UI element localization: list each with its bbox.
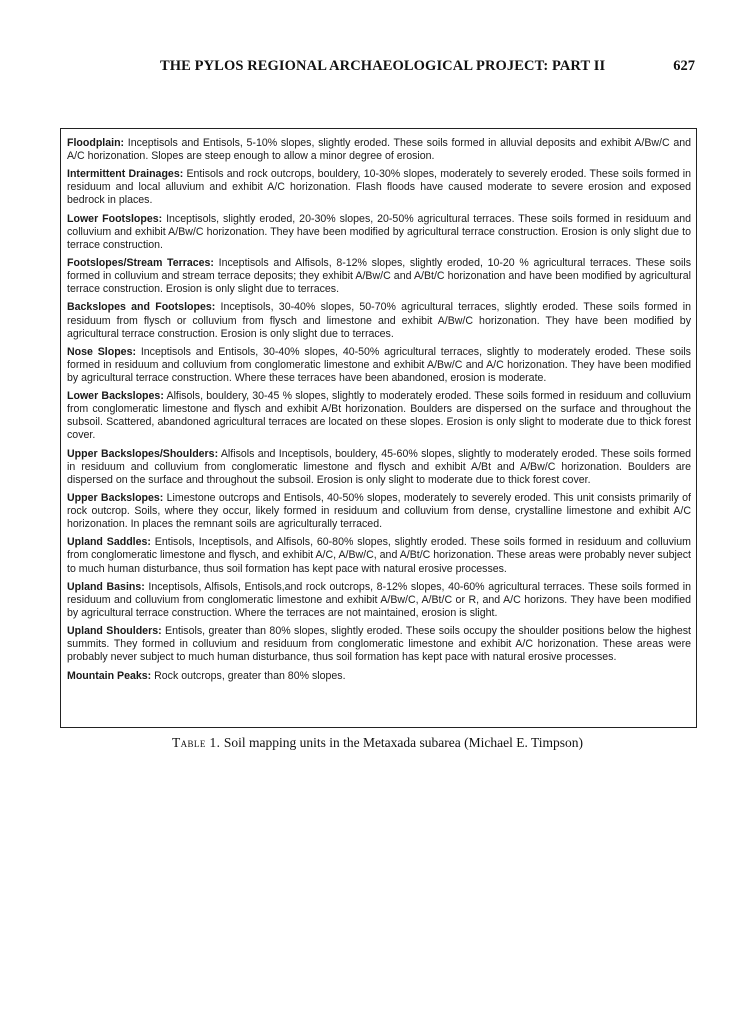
entry-text: Inceptisols and Alfisols, 8-12% slopes, slightly eroded, 10-20 % agricultural terraces. These soils formed in colluvium and stream terrace deposits; they exhibit A/Bw/C and A/Bt/C horizonation and have been modified by agricultural terrace construction. Erosion is only slight due to terraces. bbox=[67, 257, 691, 296]
table-entry-lower-footslopes bbox=[67, 213, 691, 252]
caption-text: Soil mapping units in the Metaxada subarea (Michael E. Timpson) bbox=[220, 735, 584, 750]
running-head bbox=[0, 58, 755, 78]
table-caption bbox=[0, 735, 755, 751]
running-title: THE PYLOS REGIONAL ARCHAEOLOGICAL PROJECT: PART II bbox=[160, 58, 606, 74]
entry-text: Inceptisols, Alfisols, Entisols,and rock outcrops, 8-12% slopes, 40-60% agricultural terraces. These soils formed in residuum and colluvium from conglomeratic limestone and exhibit A/Bw/C, A/Bt/C or R, and A/C horizons. They have been modified by agricultural terrace construction. Where the terraces are not maintained, erosion is slight. bbox=[67, 580, 691, 619]
table-entry-upland-shoulders bbox=[67, 625, 691, 664]
entry-text: Inceptisols and Entisols, 5-10% slopes, slightly eroded. These soils formed in alluvial deposits and exhibit A/Bw/C and A/C horizonation. Slopes are steep enough to allow a minor degree of erosion. bbox=[67, 137, 691, 163]
entry-term: Upper Backslopes: bbox=[67, 492, 164, 504]
entry-term: Upper Backslopes/Shoulders: bbox=[67, 447, 219, 460]
entry-text: Entisols, Inceptisols, and Alfisols, 60-80% slopes, slightly eroded. These soils formed in residuum and colluvium from conglomeratic limestone and flysch, and exhibit A/C, A/Bw/C, and A/Bt/C horizonation. These areas were probably never subject to much human disturbance, thus soil formation has kept pace with natural erosive processes. bbox=[67, 536, 691, 575]
entry-text: Limestone outcrops and Entisols, 40-50% slopes, moderately to severely eroded. This unit consists primarily of rock outcrop. Soils, where they occur, likely formed in residuum and colluvium from dense, crystalline limestone and exhibit A/C horizonation. In places the remnant soils are agriculturally terraced. bbox=[67, 492, 691, 531]
table-entry-upper-backslopes-shoulders bbox=[67, 448, 691, 487]
entry-text: Entisols and rock outcrops, bouldery, 10-30% slopes, moderately to severely eroded. These soils formed in residuum and local alluvium and exhibit A/C horizonation. Flash floods have caused moderate to severe erosion and exposed bedrock in places. bbox=[67, 168, 691, 207]
soil-mapping-units-table bbox=[60, 128, 697, 728]
table-entry-upland-saddles bbox=[67, 536, 691, 575]
entry-term: Lower Backslopes: bbox=[67, 390, 164, 403]
entry-term: Nose Slopes: bbox=[67, 345, 136, 358]
entry-term: Upland Shoulders: bbox=[67, 625, 162, 638]
entry-term: Upland Basins: bbox=[67, 580, 145, 593]
caption-label: Table 1. bbox=[171, 735, 221, 750]
entry-text: Rock outcrops, greater than 80% slopes. bbox=[151, 669, 346, 682]
table-entry-upper-backslopes bbox=[67, 492, 691, 531]
entry-text: Inceptisols, 30-40% slopes, 50-70% agricultural terraces, slightly eroded. These soils formed in residuum from flysch or colluvium from flysch and limestone and exhibit A/Bw/C horizonation. They have been modified by agricultural terrace construction. Erosion is only slight due to terraces. bbox=[67, 301, 691, 340]
entry-text: Inceptisols, slightly eroded, 20-30% slopes, 20-50% agricultural terraces. These soils formed in residuum and colluvium and exhibit A/Bw/C horizonation. They have been modified by agricultural terrace construction. Erosion is only slight due to terrace construction. bbox=[67, 212, 691, 251]
entry-term: Intermittent Drainages: bbox=[67, 168, 184, 181]
entry-term: Mountain Peaks: bbox=[67, 669, 152, 682]
table-entry-floodplain bbox=[67, 137, 691, 163]
entry-text: Entisols, greater than 80% slopes, slightly eroded. These soils occupy the shoulder positions below the highest summits. They formed in colluvium and residuum from conglomeratic limestone and exhibit A/C horizonation. These areas were probably never subject to much human disturbance, thus soil formation has kept pace with natural erosive processes. bbox=[67, 625, 691, 664]
table-entry-lower-backslopes bbox=[67, 390, 691, 442]
table-entry-intermittent-drainages bbox=[67, 168, 691, 207]
entry-term: Lower Footslopes: bbox=[67, 212, 163, 225]
entry-text: Alfisols and Inceptisols, bouldery, 45-60% slopes, slightly to moderately eroded. These soils formed in residuum and colluvium from conglomeratic limestone and flysch and exhibit A/Bt and A/Bw/C horizonation. Boulders are dispersed on the surface and throughout the subsoil. Erosion is only slight to moderate due to thick forest cover. bbox=[67, 447, 691, 486]
entry-term: Footslopes/Stream Terraces: bbox=[67, 257, 214, 270]
entry-text: Inceptisols and Entisols, 30-40% slopes, 40-50% agricultural terraces, slightly to moderately eroded. These soils formed in residuum and colluvium from conglomeratic limestone and exhibit A/Bw/C and A/C horizonation. They have been modified by agricultural terrace construction. Where these terraces have been abandoned, erosion is moderate. bbox=[67, 345, 691, 384]
entry-term: Backslopes and Footslopes: bbox=[67, 301, 216, 314]
entry-text: Alfisols, bouldery, 30-45 % slopes, slightly to moderately eroded. These soils formed in residuum and colluvium from conglomeratic limestone and flysch and exhibit A/Bt horizonation. Boulders are dispersed on the surface and throughout the subsoil. Scattered, abandoned agricultural terraces are located on these slopes. Erosion is only slight to moderate due to thick forest cover. bbox=[67, 390, 691, 442]
table-entry-mountain-peaks bbox=[67, 670, 691, 683]
page-number: 627 bbox=[673, 58, 695, 74]
table-entry-upland-basins bbox=[67, 581, 691, 620]
entry-term: Floodplain: bbox=[67, 137, 125, 149]
entry-term: Upland Saddles: bbox=[67, 536, 151, 549]
table-entry-nose-slopes bbox=[67, 346, 691, 385]
table-entry-footslopes-stream-terraces bbox=[67, 257, 691, 296]
table-entry-backslopes-and-footslopes bbox=[67, 301, 691, 340]
